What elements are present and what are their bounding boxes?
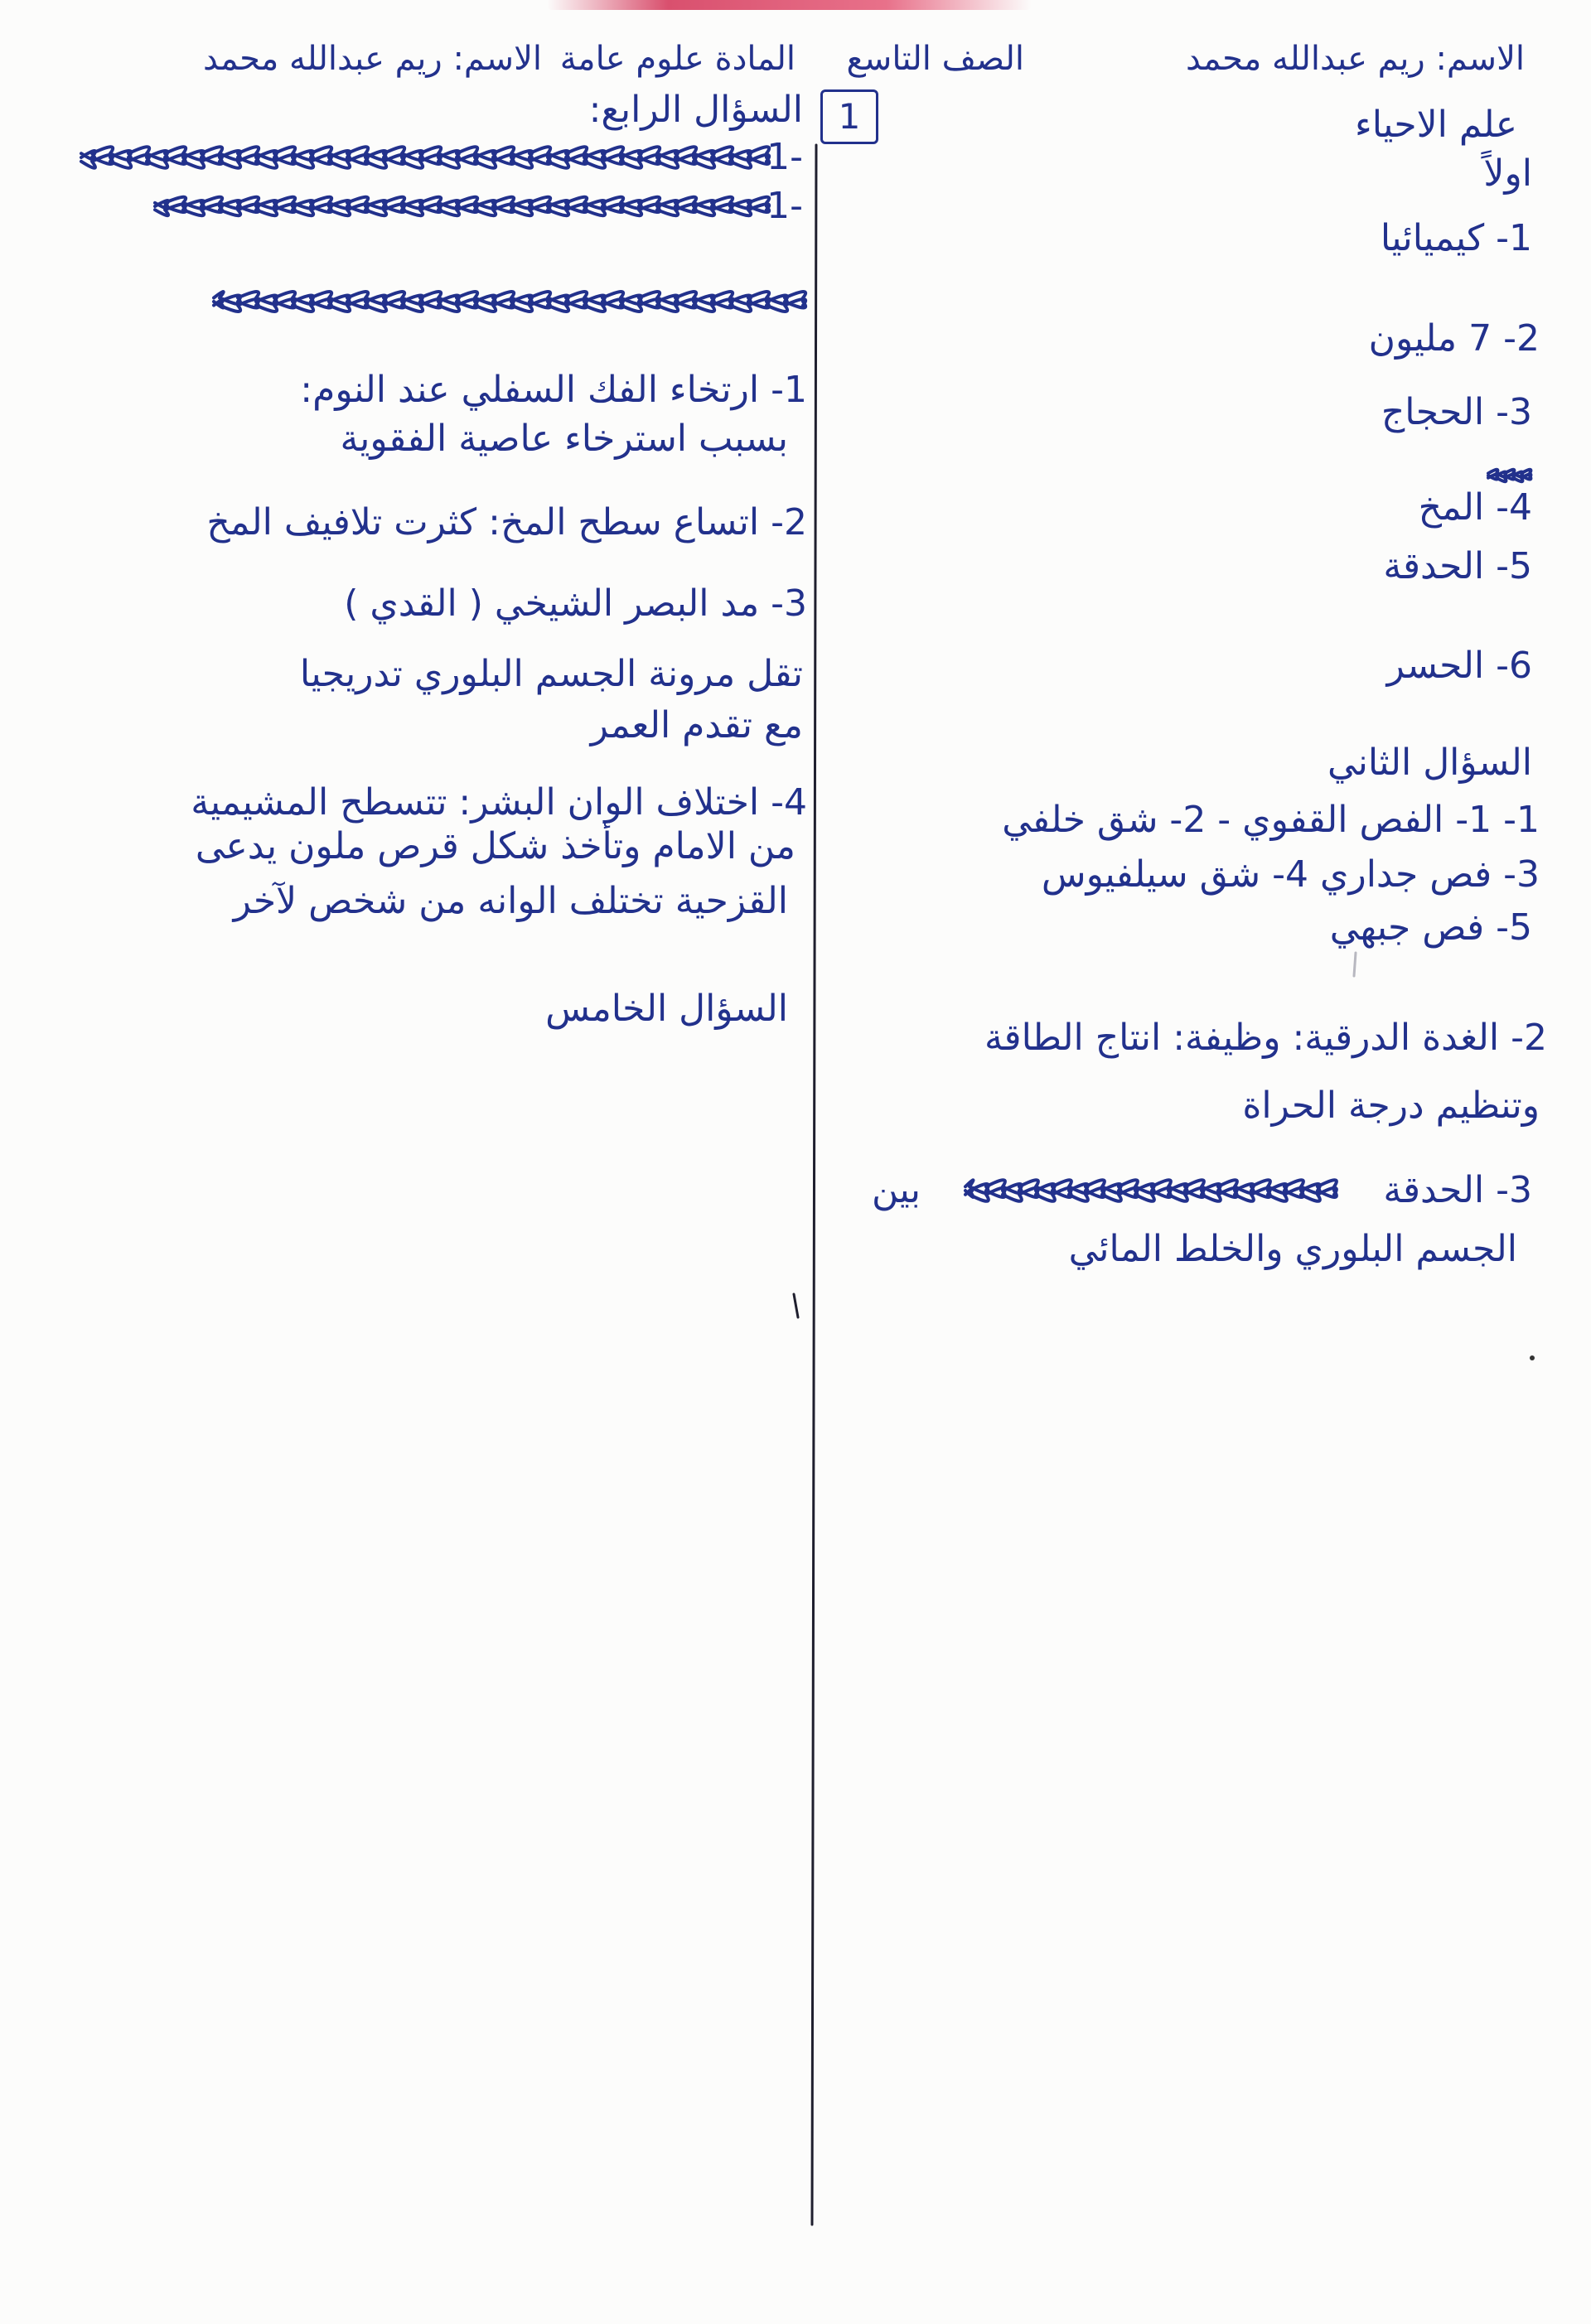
crossed-out-scribble: [965, 1180, 1337, 1201]
part-one-answer: 6- الحسر: [1386, 645, 1532, 687]
question-two-answer-line: 3- فص جداري 4- شق سيلفيوس: [1041, 853, 1540, 896]
question-four-answer-line: بسبب استرخاء عاصية الفقوية: [340, 418, 788, 460]
part-one-answer: 4- المخ: [1418, 486, 1532, 529]
part-one-answer: 5- الحدقة: [1383, 545, 1532, 587]
part-one-answer: 1- كيميائيا: [1380, 217, 1532, 259]
question-two-answer-line: الجسم البلوري والخلط المائي: [1068, 1228, 1517, 1270]
faint-mark: [1354, 953, 1356, 976]
section-title: علم الاحياء: [1355, 104, 1517, 146]
question-four-answer-line: تقل مرونة الجسم البلوري تدريجيا: [299, 653, 803, 695]
question-four-answer-line: 1- ارتخاء الفك السفلي عند النوم:: [300, 369, 807, 411]
stray-mark: [794, 1294, 798, 1317]
question-two-answer-line: 1- 1- الفص القفوي - 2- شق خلفي: [1002, 799, 1540, 841]
page-number-box: 1: [820, 89, 878, 144]
part-one-answer: 2- 7 مليون: [1368, 317, 1540, 360]
part-label: اولاً: [1483, 152, 1532, 195]
question-four-answer-line: القزحية تختلف الوانه من شخص لآخر: [233, 880, 788, 922]
question-five-title: السؤال الخامس: [545, 988, 788, 1030]
stray-dot: [1530, 1355, 1535, 1360]
header-subject: المادة علوم عامة: [559, 40, 796, 78]
part-one-answer: 3- الحجاج: [1381, 391, 1532, 433]
question-four-answer-line: 4- اختلاف الوان البشر: تتسطح المشيمية: [191, 781, 807, 824]
question-two-answer-start: 3- الحدقة: [1383, 1169, 1532, 1211]
column-divider-line: [812, 145, 816, 2225]
top-edge-object: [547, 0, 1032, 10]
crossed-out-prefix: 1-: [766, 185, 803, 227]
header-student-name: الاسم: ريم عبدالله محمد: [1185, 40, 1525, 78]
question-four-answer-line: 2- اتساع سطح المخ: كثرت تلافيف المخ: [206, 501, 807, 544]
crossed-out-scribble: [214, 292, 805, 312]
crossed-out-scribble: [1488, 470, 1531, 481]
crossed-out-scribble: [155, 197, 769, 215]
crossed-out-prefix: 1-: [766, 136, 803, 178]
question-two-answer-line: 2- الغدة الدرقية: وظيفة: انتاج الطاقة: [984, 1017, 1547, 1059]
question-two-answer-line: وتنظيم درجة الحراة: [1242, 1085, 1540, 1127]
question-four-answer-line: 3- مد البصر الشيخي ( القدي ): [344, 582, 807, 625]
header-student-name-repeat: الاسم: ريم عبدالله محمد: [202, 40, 542, 78]
question-two-answer-line: 5- فص جبهي: [1329, 906, 1532, 949]
question-four-title: السؤال الرابع:: [588, 89, 803, 131]
question-two-answer-end: بين: [871, 1169, 921, 1211]
question-two-title: السؤال الثاني: [1327, 742, 1532, 784]
question-four-answer-line: من الامام وتأخذ شكل قرص ملون يدعى: [195, 825, 796, 867]
header-grade: الصف التاسع: [846, 40, 1024, 78]
question-four-answer-line: مع تقدم العمر: [590, 704, 803, 746]
crossed-out-scribble: [81, 147, 769, 168]
